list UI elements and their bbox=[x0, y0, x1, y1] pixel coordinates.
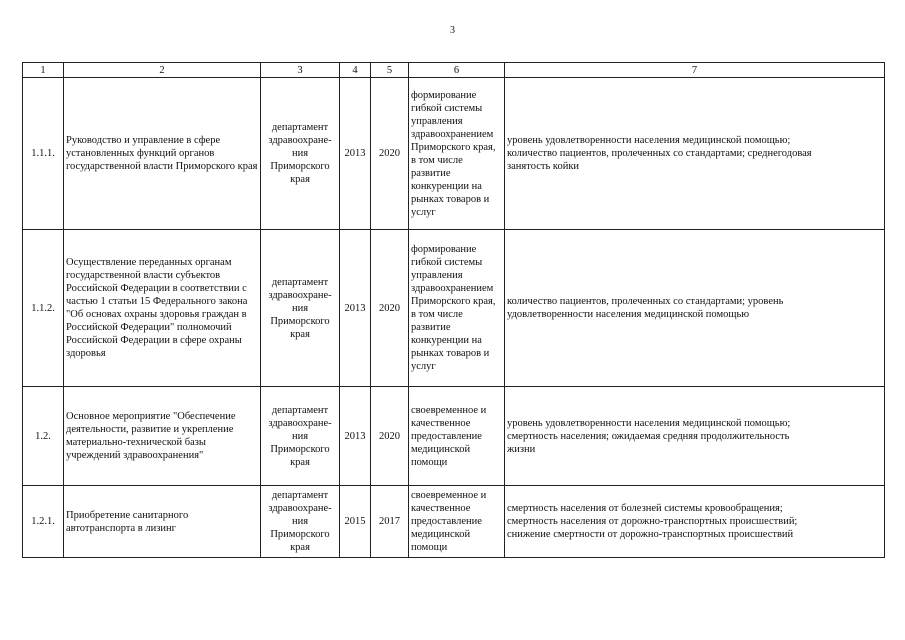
table-row bbox=[23, 387, 885, 486]
executor bbox=[261, 387, 340, 486]
column-header-4: 4 bbox=[340, 63, 371, 78]
activity-name: Приобретение санитарного автотранспорта в лизинг bbox=[64, 486, 261, 558]
executor bbox=[261, 486, 340, 558]
column-header-6: 6 bbox=[409, 63, 505, 78]
expected-result-text: своевременное и качественное предоставление медицинской помощи bbox=[411, 490, 487, 553]
indicators bbox=[505, 387, 885, 486]
executor bbox=[261, 230, 340, 387]
column-header-3: 3 bbox=[261, 63, 340, 78]
indicators bbox=[505, 230, 885, 387]
expected-result bbox=[409, 230, 505, 387]
start-year: 2013 bbox=[340, 78, 371, 230]
row-number: 1.2. bbox=[23, 387, 64, 486]
indicators bbox=[505, 78, 885, 230]
end-year: 2017 bbox=[371, 486, 409, 558]
executor-text: департамент здравоохране- ния Приморского края bbox=[268, 276, 332, 340]
expected-result bbox=[409, 486, 505, 558]
row-number: 1.1.1. bbox=[23, 78, 64, 230]
executor-text: департамент здравоохране- ния Приморского края bbox=[268, 404, 332, 468]
table-row bbox=[23, 486, 885, 558]
expected-result-text: формирование гибкой системы управления здравоохранением Приморского края, в том числе развитие конкуренции на рынках товаров и услуг bbox=[411, 244, 496, 372]
activity-name: Руководство и управление в сфере установленных функций органов государственной власти Приморского края bbox=[64, 78, 261, 230]
row-number: 1.2.1. bbox=[23, 486, 64, 558]
table-row bbox=[23, 78, 885, 230]
indicators-text: количество пациентов, пролеченных со стандартами; уровень удовлетворенности населения медицинской помощью bbox=[507, 296, 784, 320]
activity-name: Основное мероприятие "Обеспечение деятельности, развитие и укрепление материально-технической базы учреждений здравоохранения" bbox=[64, 387, 261, 486]
start-year: 2015 bbox=[340, 486, 371, 558]
row-number: 1.1.2. bbox=[23, 230, 64, 387]
page-number: 3 bbox=[450, 25, 455, 36]
activities-table bbox=[22, 62, 885, 558]
end-year: 2020 bbox=[371, 78, 409, 230]
indicators-text: уровень удовлетворенности населения медицинской помощью; количество пациентов, пролеченных со стандартами; среднегодовая занятость койки bbox=[507, 135, 812, 172]
end-year: 2020 bbox=[371, 387, 409, 486]
indicators-text: смертность населения от болезней системы кровообращения; смертность населения от дорожно-транспортных происшествий; снижение смертности от дорожно-транспортных происшествий bbox=[507, 503, 798, 540]
executor bbox=[261, 78, 340, 230]
expected-result bbox=[409, 78, 505, 230]
expected-result-text: своевременное и качественное предоставление медицинской помощи bbox=[411, 404, 487, 468]
column-header-2: 2 bbox=[64, 63, 261, 78]
column-header-7: 7 bbox=[505, 63, 885, 78]
start-year: 2013 bbox=[340, 230, 371, 387]
column-header-5: 5 bbox=[371, 63, 409, 78]
executor-text: департамент здравоохране- ния Приморского края bbox=[268, 122, 332, 185]
start-year: 2013 bbox=[340, 387, 371, 486]
activity-name: Осуществление переданных органам государственной власти субъектов Российской Федерации в соответствии с частью 1 статьи 15 Федерального закона "Об основах охраны здоровья граждан в Российской Федерации" полномочий Российской Федерации в сфере охраны здоровья bbox=[64, 230, 261, 387]
expected-result-text: формирование гибкой системы управления здравоохранением Приморского края, в том числе развитие конкуренции на рынках товаров и услуг bbox=[411, 89, 496, 218]
table-row bbox=[23, 230, 885, 387]
end-year: 2020 bbox=[371, 230, 409, 387]
executor-text: департамент здравоохране- ния Приморского края bbox=[268, 490, 332, 553]
column-number-row bbox=[23, 63, 885, 78]
indicators-text: уровень удовлетворенности населения медицинской помощью; смертность населения; ожидаемая средняя продолжительность жизни bbox=[507, 417, 791, 455]
expected-result bbox=[409, 387, 505, 486]
indicators bbox=[505, 486, 885, 558]
column-header-1: 1 bbox=[23, 63, 64, 78]
